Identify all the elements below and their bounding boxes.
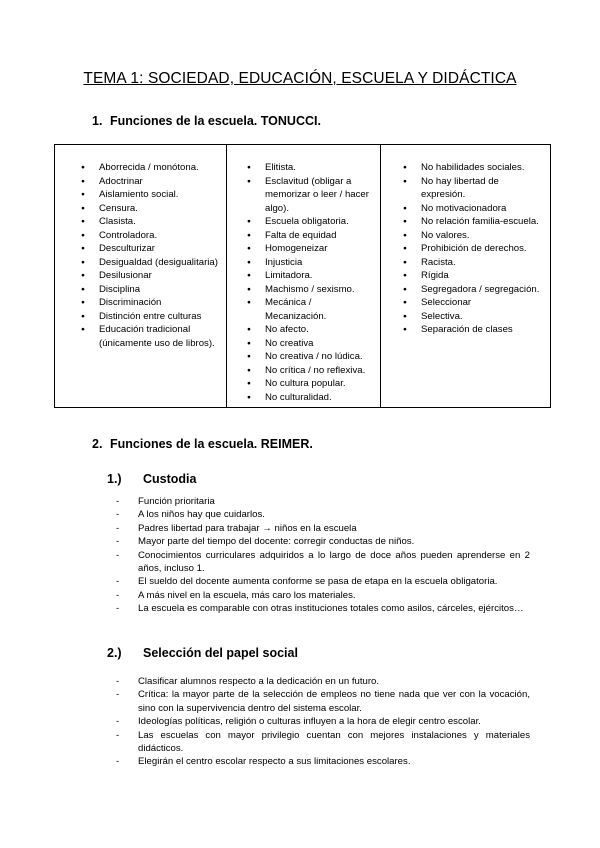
list-item: - Función prioritaria [116, 495, 530, 508]
list-item: - Padres libertad para trabajar → niños en la escuela [116, 522, 530, 535]
list-item: ● Aislamiento social. [81, 188, 220, 202]
table-column-3 [381, 145, 551, 408]
list-item: ● Prohibición de derechos. [403, 242, 544, 256]
list-item: - Elegirán el centro escolar respecto a sus limitaciones escolares. [116, 755, 530, 768]
subsection-1-number: 1.) [107, 472, 122, 486]
seleccion-list [116, 675, 530, 769]
list-item: ● Rígida [403, 269, 544, 283]
list-item: ● Adoctrinar [81, 175, 220, 189]
list-item: ● Desculturizar [81, 242, 220, 256]
section-1-heading [92, 114, 321, 128]
list-item: ● No creativa [247, 337, 374, 351]
list-item: ● Escuela obligatoria. [247, 215, 374, 229]
table-column-2 [227, 145, 381, 408]
section-2-title: Funciones de la escuela. REIMER. [110, 437, 313, 451]
list-item: ● No valores. [403, 229, 544, 243]
list-item: ● Mecánica / Mecanización. [247, 296, 374, 323]
list-item: - Ideologías políticas, religión o culturas influyen a la hora de elegir centro escolar. [116, 715, 530, 728]
list-item: ● Censura. [81, 202, 220, 216]
column-2-list [227, 145, 380, 404]
column-1-list [55, 145, 226, 350]
list-item: ● Selectiva. [403, 310, 544, 324]
list-item: ● Segregadora / segregación. [403, 283, 544, 297]
list-item: - Clasificar alumnos respecto a la dedicación en un futuro. [116, 675, 530, 688]
list-item: ● Homogeneizar [247, 242, 374, 256]
list-item: ● No motivacionadora [403, 202, 544, 216]
custodia-list [116, 495, 530, 616]
list-item: - La escuela es comparable con otras instituciones totales como asilos, cárceles, ejércitos… [116, 602, 530, 615]
functions-table [54, 144, 551, 408]
list-item: ● Limitadora. [247, 269, 374, 283]
list-item: ● Separación de clases [403, 323, 544, 337]
list-item: ● Esclavitud (obligar a memorizar o leer / hacer algo). [247, 175, 374, 216]
list-item: ● No relación familia-escuela. [403, 215, 544, 229]
list-item: - Mayor parte del tiempo del docente: corregir conductas de niños. [116, 535, 530, 548]
subsection-2-heading [107, 646, 298, 660]
list-item: ● Aborrecida / monótona. [81, 161, 220, 175]
list-item: ● Falta de equidad [247, 229, 374, 243]
list-item: ● No crítica / no reflexiva. [247, 364, 374, 378]
page-title: TEMA 1: SOCIEDAD, EDUCACIÓN, ESCUELA Y DIDÁCTICA [83, 70, 517, 87]
column-3-list [381, 145, 550, 337]
list-item: ● Injusticia [247, 256, 374, 270]
list-item: ● No creativa / no lúdica. [247, 350, 374, 364]
subsection-1-heading [107, 472, 196, 486]
list-item: ● Desilusionar [81, 269, 220, 283]
list-item: ● Controladora. [81, 229, 220, 243]
list-item: ● Seleccionar [403, 296, 544, 310]
section-2-number: 2. [92, 437, 103, 451]
list-item: ● Disciplina [81, 283, 220, 297]
section-1-title: Funciones de la escuela. TONUCCI. [110, 114, 321, 128]
list-item: - A más nivel en la escuela, más caro los materiales. [116, 589, 530, 602]
list-item: - A los niños hay que cuidarlos. [116, 508, 530, 521]
list-item: ● Desigualdad (desigualitaria) [81, 256, 220, 270]
list-item: ● Machismo / sexismo. [247, 283, 374, 297]
table-column-1 [55, 145, 227, 408]
list-item: ● Elitista. [247, 161, 374, 175]
section-1-number: 1. [92, 114, 103, 128]
list-item: ● No culturalidad. [247, 391, 374, 405]
list-item: ● Clasista. [81, 215, 220, 229]
list-item: - Crítica: la mayor parte de la selección de empleos no tiene nada que ver con la vocación, sino con la supervivencia dentro del sistema escolar. [116, 688, 530, 715]
list-item: ● No afecto. [247, 323, 374, 337]
subsection-2-number: 2.) [107, 646, 122, 660]
subsection-1-title: Custodia [143, 472, 197, 486]
list-item: ● No habilidades sociales. [403, 161, 544, 175]
subsection-2-title: Selección del papel social [143, 646, 298, 660]
list-item: - Conocimientos curriculares adquiridos a lo largo de doce años pueden aprenderse en 2 años, incluso 1. [116, 549, 530, 576]
list-item: ● Discriminación [81, 296, 220, 310]
section-2-heading [92, 437, 313, 451]
list-item: ● No cultura popular. [247, 377, 374, 391]
list-item: - El sueldo del docente aumenta conforme se pasa de etapa en la escuela obligatoria. [116, 575, 530, 588]
list-item: ● Educación tradicional (únicamente uso de libros). [81, 323, 220, 350]
list-item: ● Distinción entre culturas [81, 310, 220, 324]
list-item: ● No hay libertad de expresión. [403, 175, 544, 202]
list-item: ● Racista. [403, 256, 544, 270]
list-item: - Las escuelas con mayor privilegio cuentan con mejores instalaciones y materiales didácticos. [116, 729, 530, 756]
